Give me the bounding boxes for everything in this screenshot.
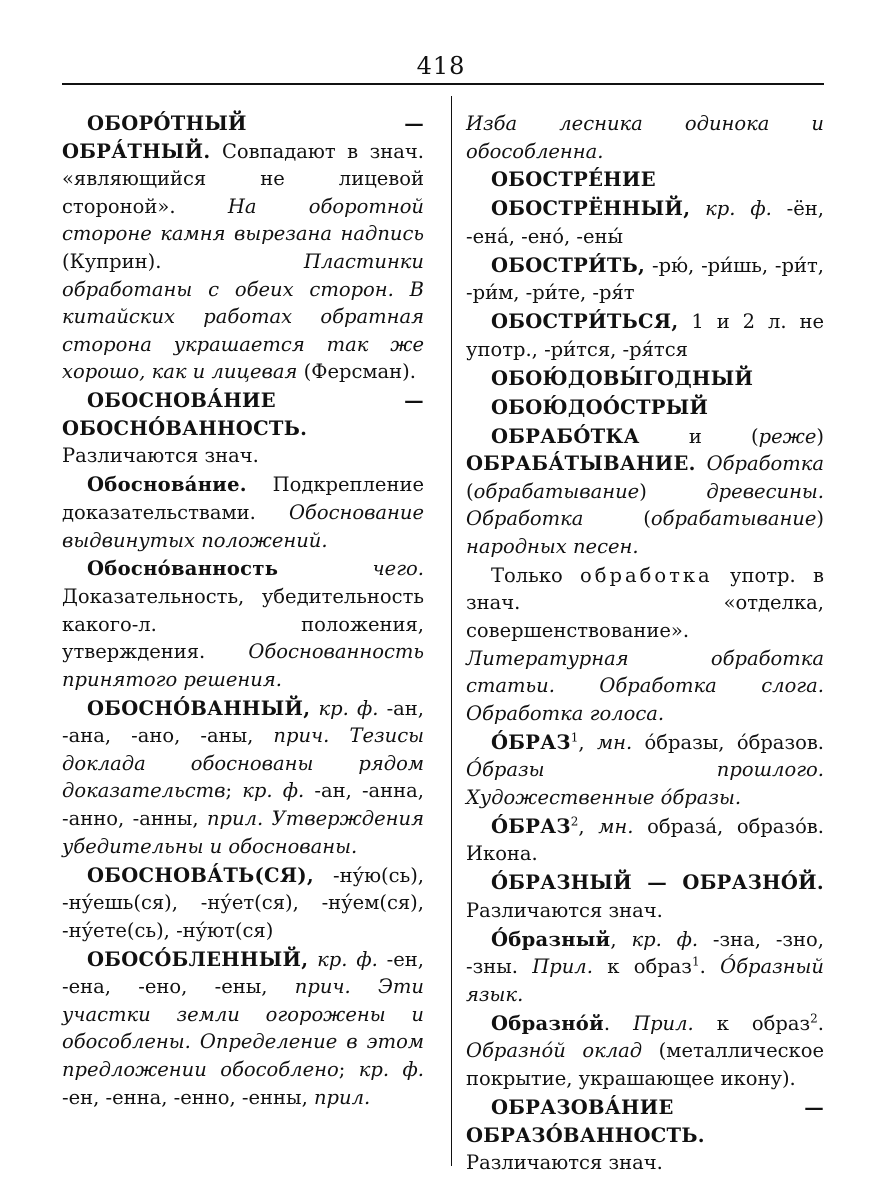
plain-text: , [610,927,632,951]
headword: ОБОРО́ТНЫЙ — ОБРА́ТНЫЙ. [62,112,424,163]
dictionary-entry [466,394,824,422]
plain-text: -зна, -зно, -зны. [466,927,824,979]
italic-text: народных песен. [466,534,639,558]
dictionary-entry [62,471,424,554]
dictionary-entry [466,813,824,868]
dictionary-entry [466,423,824,561]
dictionary-entry [466,195,824,250]
headword: Обоснова́ние. [87,473,247,497]
plain-text: к образ [592,955,692,979]
page-number: 418 [416,52,466,80]
left-column [62,110,424,1112]
headword: ОБОСТРЁННЫЙ, [491,197,691,221]
plain-text: Различаются знач. [466,898,663,922]
plain-text: Подкрепление доказательствами. [62,473,424,524]
header-rule [62,83,824,85]
headword: ОБОСТРИ́ТЬ, [491,253,646,277]
dictionary-entry [466,308,824,363]
italic-text: Образно́й оклад [466,1039,643,1063]
plain-text: ; [225,779,243,803]
italic-text: мн. [598,814,634,838]
dictionary-entry [62,387,424,470]
superscript: 1 [691,954,700,969]
headword: Образно́й [491,1011,604,1035]
plain-text: Совпадают в знач. «являющийся не лицевой стороной». [62,139,424,218]
plain-text: ) [816,424,824,448]
plain-text: ( [466,479,474,503]
dictionary-entry [466,110,824,165]
plain-text: -ен, -ена, -ено, -ены, [62,947,424,999]
plain-text: ) [816,507,824,531]
headword: О́БРАЗ [491,730,571,754]
plain-text: -ён, -ена́, -ено́, -ены́ [466,197,824,248]
plain-text: . [603,1011,634,1035]
headword: ОБОСТРИ́ТЬСЯ, [491,310,679,334]
headword: О́БРАЗНЫЙ — ОБРАЗНО́Й. [491,871,824,895]
italic-text: Обработка [695,452,824,476]
plain-text: 1 и 2 л. не употр., -ри́тся, -ря́тся [466,310,824,361]
plain-text: -ен, -енна, -енно, -енны, [62,1085,314,1109]
dictionary-entry [62,110,424,386]
headword: ОБОСТРЕ́НИЕ [491,168,656,192]
italic-text: кр. ф. [631,927,699,951]
italic-text: Прил. [532,955,593,979]
italic-text: кр. ф. [242,779,305,803]
dictionary-entry [466,365,824,393]
headword: ОБРАЗОВА́НИЕ — ОБРАЗО́ВАННОСТЬ. [466,1095,824,1147]
plain-text: (Ферсман). [297,360,416,384]
plain-text: (металлическое покрытие, украшающее икону). [466,1039,824,1091]
headword: ОБОСНОВА́НИЕ — ОБОСНО́ВАННОСТЬ. [62,389,424,440]
dictionary-entry [466,562,824,728]
plain-text: -ан, -анна, -анно, -анны, [62,779,424,831]
italic-text: кр. ф. [310,696,379,720]
headword: ОБОСО́БЛЕННЫЙ, [87,947,309,971]
italic-text: Прил. [633,1011,694,1035]
italic-text: древесины. Обработка [466,479,824,531]
italic-text: Обоснование выдвинутых положений. [62,500,424,552]
headword: ОБОЮ́ДОО́СТРЫЙ [491,395,709,419]
headword: ОБРАБА́ТЫВАНИЕ. [466,452,696,476]
headword: ОБОСНОВА́ТЬ(СЯ), [87,863,314,887]
plain-text: Различаются знач. [62,444,259,468]
dictionary-entry [466,166,824,194]
spaced-text: обработка [580,563,713,587]
plain-text: (Куприн). [62,249,304,273]
dictionary-entry [466,1010,824,1093]
plain-text: и ( [639,424,759,448]
italic-text: кр. ф. [690,197,772,221]
italic-text: мн. [596,730,633,754]
plain-text: к образ [693,1011,811,1035]
superscript: 2 [570,814,579,829]
plain-text: -ан, -ана, -ано, -аны, [62,696,425,748]
dictionary-entry [62,862,424,945]
headword: ОБОЮ́ДОВЫ́ГОДНЫЙ [491,366,754,390]
italic-text: прич. Эти участки земли огорожены и обособлены. Определение в этом предложении обособлено [62,975,424,1081]
headword: ОБРАБО́ТКА [491,424,640,448]
headword: О́бразный [491,927,611,951]
italic-text: Пластинки обработаны с обеих сторон. В китайских работах обратная сторона украшается так же хорошо, как и лицевая [62,249,424,384]
headword: О́БРАЗ [491,814,571,838]
plain-text: -ну́ю(сь), -ну́ешь(ся), -ну́ет(ся), -ну́ем(ся), -ну́ете(сь), -ну́ют(ся) [62,863,424,942]
plain-text: ( [583,507,651,531]
italic-text: О́бразы прошлого. Художественные о́бразы. [466,758,824,809]
plain-text: . [699,955,721,979]
italic-text: Изба лесника одинока и обособленна. [466,112,824,163]
italic-text: чего. [278,557,424,581]
italic-text: обрабатывание [473,479,640,503]
dictionary-entry [62,946,424,1112]
italic-text: О́бразный язык. [466,955,824,1006]
dictionary-entry [466,926,824,1009]
dictionary-entry [62,555,424,693]
plain-text: ) [639,479,707,503]
plain-text: образа́, образо́в. Икона. [466,814,824,866]
italic-text: прил. [313,1085,371,1109]
superscript: 1 [570,730,579,745]
superscript: 2 [810,1011,818,1026]
plain-text: о́бразы, о́бразов. [632,730,824,754]
column-divider [451,96,452,1166]
headword: Обосно́ванность [87,557,279,581]
plain-text: , [578,814,599,838]
italic-text: кр. ф. [358,1057,424,1081]
headword: ОБОСНО́ВАННЫЙ, [87,696,311,720]
plain-text: , [578,730,597,754]
italic-text: прич. Тезисы доклада обоснованы рядом доказательств [62,724,424,803]
italic-text: Обоснованность принятого решения. [62,640,424,691]
plain-text: . [817,1011,824,1035]
plain-text: ; [338,1057,359,1081]
italic-text: Литературная обработка статьи. Обработка слога. Обработка голоса. [466,646,824,725]
italic-text: кр. ф. [308,947,378,971]
dictionary-entry [466,869,824,924]
dictionary-entry [466,1094,824,1177]
dictionary-entry [62,695,424,861]
dictionary-entry [466,252,824,307]
plain-text: Различаются знач. [466,1151,663,1175]
plain-text: -рю́, -ри́шь, -ри́т, -ри́м, -ри́те, -ря́т [466,253,824,305]
italic-text: реже [758,424,817,448]
plain-text: Только [491,563,581,587]
italic-text: обрабатывание [650,507,817,531]
right-column [466,110,824,1178]
plain-text: Доказательность, убедительность какого-л. положения, утверждения. [62,584,424,664]
italic-text: прил. Утверждения убедительны и обоснованы. [62,807,424,858]
dictionary-entry [466,729,824,812]
italic-text: На оборотной стороне камня вырезана надпись [62,194,424,246]
plain-text: употр. в знач. «отделка, совершенствование». [466,563,824,643]
